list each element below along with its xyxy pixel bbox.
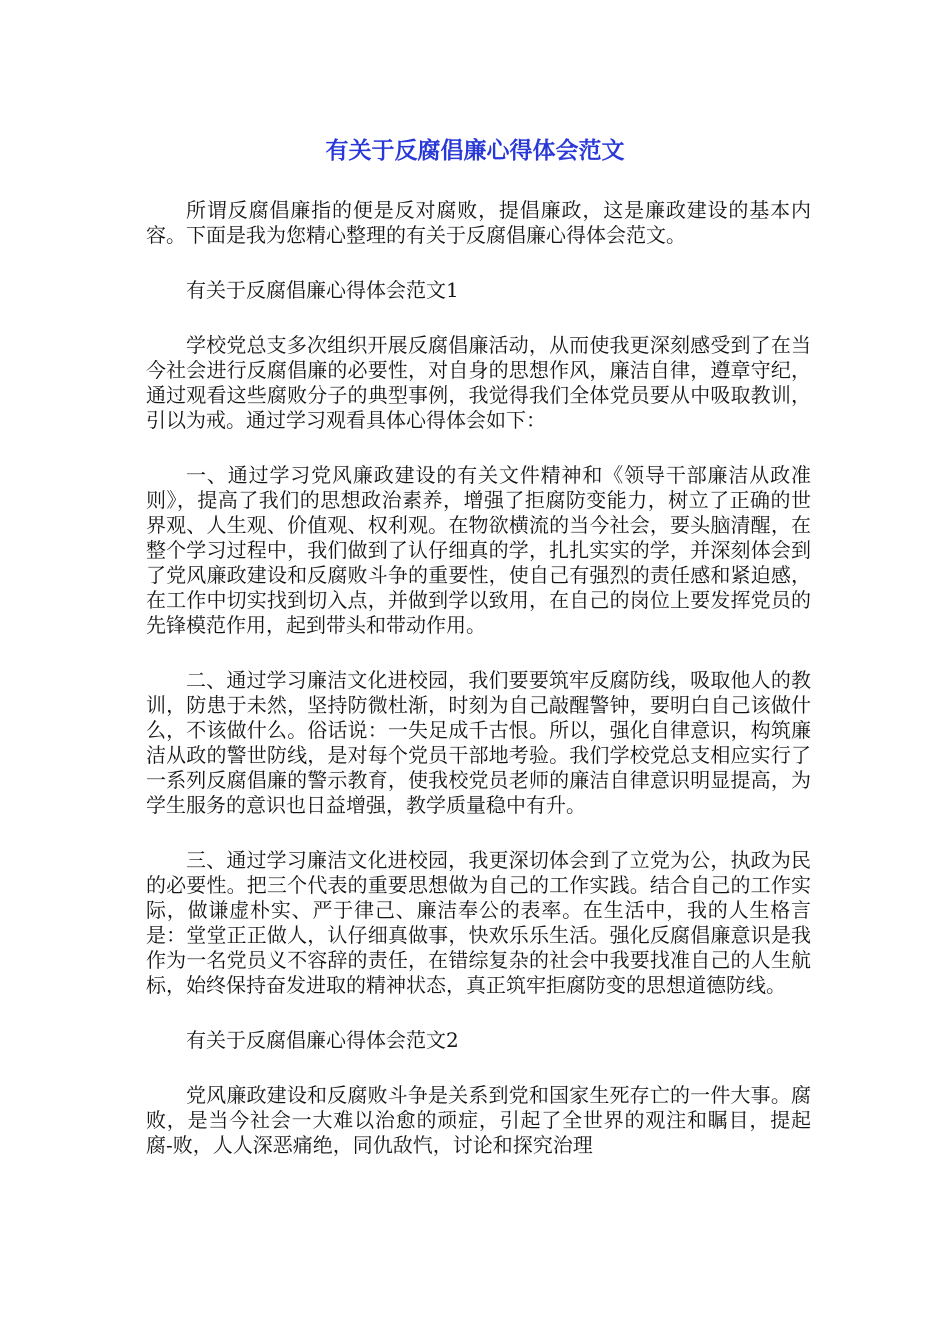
section-heading-1: 有关于反腐倡廉心得体会范文1	[186, 278, 459, 302]
section-heading-2: 有关于反腐倡廉心得体会范文2	[186, 1028, 459, 1052]
document-body	[146, 198, 811, 1188]
intro-paragraph: 所谓反腐倡廉指的便是反对腐败，提倡廉政，这是廉政建设的基本内容。下面是我为您精心整理的有关于反腐倡廉心得体会范文。	[146, 198, 811, 247]
paragraph-point-3: 三、通过学习廉洁文化进校园，我更深切体会到了立党为公，执政为民的必要性。把三个代表的重要思想做为自己的工作实践。结合自己的工作实际，做谦虚朴实、严于律己、廉洁奉公的表率。在生活中，我的人生格言是：堂堂正正做人，认仔细真做事，快欢乐乐生活。强化反腐倡廉意识是我作为一名党员义不容辞的责任，在错综复杂的社会中我要找准自己的人生航标，始终保持奋发进取的精神状态，真正筑牢拒腐防变的思想道德防线。	[146, 848, 811, 997]
paragraph-point-1: 一、通过学习党风廉政建设的有关文件精神和《领导干部廉洁从政准则》，提高了我们的思想政治素养，增强了拒腐防变能力，树立了正确的世界观、人生观、价值观、权利观。在物欲横流的当今社会，要头脑清醒，在整个学习过程中，我们做到了认仔细真的学，扎扎实实的学，并深刻体会到了党风廉政建设和反腐败斗争的重要性，使自己有强烈的责任感和紧迫感，在工作中切实找到切入点，并做到学以致用，在自己的岗位上要发挥党员的先锋模范作用，起到带头和带动作用。	[146, 463, 811, 637]
paragraph-2: 党风廉政建设和反腐败斗争是关系到党和国家生死存亡的一件大事。腐败，是当今社会一大难以治愈的顽症，引起了全世界的观注和瞩目，提起腐-败，人人深恶痛绝，同仇敌忾，讨论和探究治理	[146, 1083, 811, 1157]
paragraph-point-2: 二、通过学习廉洁文化进校园，我们要要筑牢反腐防线，吸取他人的教训，防患于未然，坚持防微杜渐，时刻为自己敲醒警钟，要明白自己该做什么，不该做什么。俗话说：一失足成千古恨。所以，强化自律意识，构筑廉洁从政的警世防线，是对每个党员干部地考验。我们学校党总支相应实行了一系列反腐倡廉的警示教育，使我校党员老师的廉洁自律意识明显提高，为学生服务的意识也日益增强，教学质量稳中有升。	[146, 668, 811, 817]
document-title: 有关于反腐倡廉心得体会范文	[325, 138, 625, 164]
paragraph-1: 学校党总支多次组织开展反腐倡廉活动，从而使我更深刻感受到了在当今社会进行反腐倡廉的必要性，对自身的思想作风，廉洁自律，遵章守纪，通过观看这些腐败分子的典型事例，我觉得我们全体党员要从中吸取教训，引以为戒。通过学习观看具体心得体会如下：	[146, 333, 811, 432]
